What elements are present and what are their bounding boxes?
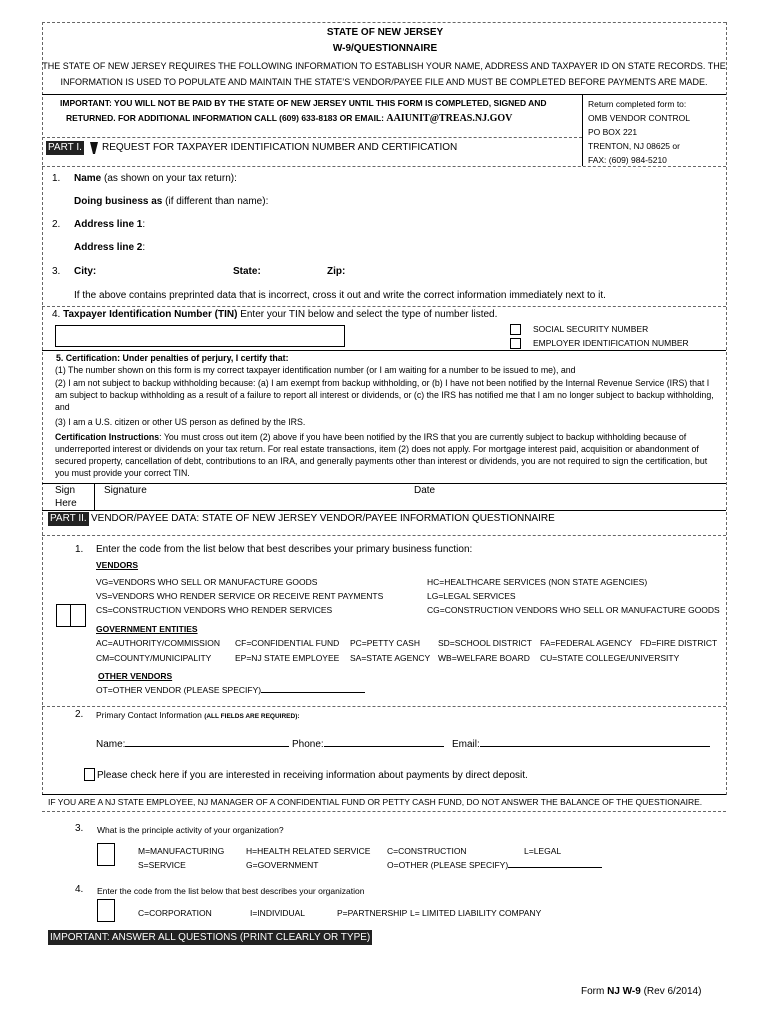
contact-email-field[interactable] bbox=[452, 739, 710, 750]
contact-name-label: Name: bbox=[96, 739, 126, 750]
other-activity-label: O=OTHER (PLEASE SPECIFY) bbox=[387, 860, 509, 870]
certification-instructions bbox=[55, 431, 723, 479]
form-subtitle: W-9/QUESTIONNAIRE bbox=[332, 43, 438, 54]
address-line-1-label: Address line 1 bbox=[74, 219, 143, 230]
part2-title: VENDOR/PAYEE DATA: STATE OF NEW JERSEY VENDOR/PAYEE INFORMATION QUESTIONNAIRE bbox=[91, 513, 555, 524]
contact-name-blank[interactable] bbox=[125, 746, 289, 747]
sign-here-line-2: Here bbox=[55, 498, 77, 509]
gov-code: CM=COUNTY/MUNICIPALITY bbox=[96, 653, 212, 663]
gov-code: FD=FIRE DISTRICT bbox=[640, 638, 718, 648]
colon: : bbox=[142, 219, 146, 230]
dba-field[interactable] bbox=[74, 196, 268, 207]
return-line-2: OMB VENDOR CONTROL bbox=[588, 113, 691, 123]
divider bbox=[42, 137, 582, 138]
divider bbox=[42, 706, 726, 707]
contact-email-blank[interactable] bbox=[480, 746, 710, 747]
vendor-code: CG=CONSTRUCTION VENDORS WHO SELL OR MANUFACTURE GOODS bbox=[427, 605, 720, 615]
contact-email-label: Email: bbox=[452, 739, 480, 750]
important-line-1: IMPORTANT: YOU WILL NOT BE PAID BY THE STATE OF NEW JERSEY UNTIL THIS FORM IS COMPLETED, SIGNED AND bbox=[60, 98, 547, 108]
question-3-text: What is the principle activity of your organization? bbox=[97, 825, 284, 835]
certification-instructions-label: Certification Instructions bbox=[55, 432, 160, 442]
certification-heading: 5. Certification: Under penalties of perjury, I certify that: bbox=[56, 353, 289, 363]
organization-code-box[interactable] bbox=[97, 899, 115, 922]
intro-line-2: INFORMATION IS USED TO POPULATE AND MAINTAIN THE STATE’S VENDOR/PAYEE FILE AND MUST BE COMPLETED BEFORE PAYMENTS ARE MADE. bbox=[60, 77, 708, 87]
organization-code: P=PARTNERSHIP bbox=[337, 908, 408, 918]
tin-hint: Enter your TIN below and select the type of number listed. bbox=[237, 309, 498, 320]
name-label: Name bbox=[74, 173, 102, 184]
question-2-text bbox=[96, 710, 300, 720]
preprinted-note: If the above contains preprinted data that is incorrect, cross it out and write the correct information immediately next to it. bbox=[74, 290, 606, 301]
activity-code: M=MANUFACTURING bbox=[138, 846, 225, 856]
divider bbox=[42, 811, 726, 812]
organization-code: C=CORPORATION bbox=[138, 908, 212, 918]
ein-label: EMPLOYER IDENTIFICATION NUMBER bbox=[533, 338, 689, 348]
divider bbox=[42, 794, 726, 795]
dba-label: Doing business as bbox=[74, 196, 163, 207]
part1-tag: PART I. bbox=[48, 142, 82, 153]
vendor-code: HC=HEALTHCARE SERVICES (NON STATE AGENCIES) bbox=[427, 577, 648, 587]
sign-divider bbox=[94, 483, 95, 510]
divider bbox=[42, 306, 726, 307]
government-heading: GOVERNMENT ENTITIES bbox=[96, 624, 198, 634]
certification-instructions-text: : You must cross out item (2) above if you have been notified by the IRS that you are currently subject to backup withholding because of underreported interest or dividends on your tax return. For real estate transactions, item (2) does not apply. For mortgage interest paid, acquisition or abandonment of secured property, cancellation of debt, contributions to an IRA, and generally payments other than interest or dividends, you are not required to sign the certification, but you must provide your correct TIN. bbox=[55, 432, 708, 478]
vendor-code: CS=CONSTRUCTION VENDORS WHO RENDER SERVICES bbox=[96, 605, 333, 615]
dba-hint: (if different than name): bbox=[162, 196, 269, 207]
important-email-link[interactable]: AAIUNIT@TREAS.NJ.GOV bbox=[386, 113, 513, 124]
return-line-3: PO BOX 221 bbox=[588, 127, 638, 137]
signature-field[interactable]: Signature bbox=[104, 485, 147, 496]
divider bbox=[42, 166, 726, 167]
address-line-2-field[interactable] bbox=[74, 242, 145, 253]
contact-phone-blank[interactable] bbox=[324, 746, 444, 747]
gov-code: SA=STATE AGENCY bbox=[350, 653, 431, 663]
return-box-divider bbox=[582, 94, 583, 166]
sign-here-line-1: Sign bbox=[55, 485, 76, 496]
direct-deposit-checkbox[interactable] bbox=[84, 768, 95, 781]
contact-phone-label: Phone: bbox=[292, 739, 324, 750]
ein-checkbox[interactable] bbox=[510, 338, 521, 349]
footer-prefix: Form bbox=[581, 986, 608, 997]
gov-code: WB=WELFARE BOARD bbox=[438, 653, 530, 663]
divider bbox=[42, 94, 726, 95]
certification-item-3: (3) I am a U.S. citizen or other US person as defined by the IRS. bbox=[55, 417, 306, 427]
contact-phone-field[interactable] bbox=[292, 739, 444, 750]
return-line-4: TRENTON, NJ 08625 or bbox=[588, 141, 680, 151]
other-activity-blank[interactable] bbox=[508, 867, 602, 868]
other-vendor-blank[interactable] bbox=[261, 692, 365, 693]
question-number: 3. bbox=[75, 823, 84, 834]
important-line-2 bbox=[66, 113, 512, 124]
item-number: 3. bbox=[52, 266, 61, 277]
gov-code: AC=AUTHORITY/COMMISSION bbox=[96, 638, 220, 648]
name-hint: (as shown on your tax return): bbox=[101, 173, 237, 184]
gov-code: EP=NJ STATE EMPLOYEE bbox=[235, 653, 340, 663]
tin-input[interactable] bbox=[55, 325, 345, 347]
activity-code: L=LEGAL bbox=[524, 846, 562, 856]
state-employee-note: IF YOU ARE A NJ STATE EMPLOYEE, NJ MANAGER OF A CONFIDENTIAL FUND OR PETTY CASH FUND, DO NOT ANSWER THE BALANCE OF THE QUESTIONAIRE. bbox=[48, 797, 703, 807]
question-2-label: Primary Contact Information bbox=[96, 710, 205, 720]
question-number: 1. bbox=[75, 544, 84, 555]
zip-field[interactable]: Zip: bbox=[327, 266, 346, 277]
tin-row bbox=[52, 309, 497, 320]
state-field[interactable]: State: bbox=[233, 266, 261, 277]
part1-marker-icon bbox=[90, 141, 98, 159]
address-line-2-label: Address line 2 bbox=[74, 242, 143, 253]
other-vendors-heading: OTHER VENDORS bbox=[98, 671, 173, 681]
important-answer-bar: IMPORTANT: ANSWER ALL QUESTIONS (PRINT CLEARLY OR TYPE) bbox=[50, 932, 371, 943]
contact-name-field[interactable] bbox=[96, 739, 289, 750]
footer-form-number: NJ W-9 bbox=[607, 986, 641, 997]
vendor-code: VG=VENDORS WHO SELL OR MANUFACTURE GOODS bbox=[96, 577, 318, 587]
vendor-code: LG=LEGAL SERVICES bbox=[427, 591, 516, 601]
business-code-box-2[interactable] bbox=[70, 604, 86, 627]
divider bbox=[42, 483, 726, 484]
activity-code-box[interactable] bbox=[97, 843, 115, 866]
intro-line-1: THE STATE OF NEW JERSEY REQUIRES THE FOLLOWING INFORMATION TO ESTABLISH YOUR NAME, ADDRESS AND TAXPAYER ID ON STATE RECORDS. THE bbox=[42, 61, 726, 71]
gov-code: CF=CONFIDENTIAL FUND bbox=[235, 638, 340, 648]
question-1-text: Enter the code from the list below that best describes your primary business function: bbox=[96, 544, 473, 555]
frame-top bbox=[42, 22, 726, 23]
item-number: 2. bbox=[52, 219, 61, 230]
tin-label: Taxpayer Identification Number (TIN) bbox=[63, 309, 238, 320]
return-line-5: FAX: (609) 984-5210 bbox=[588, 155, 667, 165]
form-footer bbox=[581, 986, 701, 997]
return-address bbox=[588, 97, 690, 167]
gov-code: CU=STATE COLLEGE/UNIVERSITY bbox=[540, 653, 680, 663]
certification-item-2: (2) I am not subject to backup withholding because: (a) I am exempt from backup withholding, or (b) I have not been notified by the Internal Revenue Service (IRS) that I am subject to backup withholding as a result of a failure to report all interest or dividends, or (c) the IRS has notified me that I am no longer subject to backup withholding, and bbox=[55, 378, 714, 412]
item-number: 1. bbox=[52, 173, 61, 184]
date-field[interactable]: Date bbox=[414, 485, 436, 496]
question-number: 2. bbox=[75, 709, 84, 720]
gov-code: SD=SCHOOL DISTRICT bbox=[438, 638, 532, 648]
divider bbox=[42, 510, 726, 511]
vendor-code: VS=VENDORS WHO RENDER SERVICE OR RECEIVE RENT PAYMENTS bbox=[96, 591, 384, 601]
part1-title: REQUEST FOR TAXPAYER IDENTIFICATION NUMBER AND CERTIFICATION bbox=[102, 142, 458, 153]
activity-code: S=SERVICE bbox=[138, 860, 186, 870]
footer-revision: (Rev 6/2014) bbox=[640, 986, 702, 997]
item-number: 4. bbox=[52, 309, 61, 320]
frame-right bbox=[726, 22, 727, 795]
direct-deposit-label: Please check here if you are interested in receiving information about payments by direct deposit. bbox=[97, 770, 528, 781]
activity-code: G=GOVERNMENT bbox=[246, 860, 319, 870]
city-field[interactable]: City: bbox=[74, 266, 97, 277]
important-line-2-text: RETURNED. FOR ADDITIONAL INFORMATION CALL (609) 633-8183 OR EMAIL: bbox=[66, 113, 387, 123]
ssn-checkbox[interactable] bbox=[510, 324, 521, 335]
activity-code: C=CONSTRUCTION bbox=[387, 846, 467, 856]
ssn-label: SOCIAL SECURITY NUMBER bbox=[533, 324, 649, 334]
vendors-heading: VENDORS bbox=[96, 560, 139, 570]
question-4-text: Enter the code from the list below that best describes your organization bbox=[97, 886, 365, 896]
name-field[interactable] bbox=[74, 173, 237, 184]
activity-code: H=HEALTH RELATED SERVICE bbox=[246, 846, 371, 856]
form-title: STATE OF NEW JERSEY bbox=[326, 27, 444, 38]
divider bbox=[42, 350, 726, 351]
gov-code: PC=PETTY CASH bbox=[350, 638, 420, 648]
organization-code: I=INDIVIDUAL bbox=[250, 908, 306, 918]
other-vendor-label: OT=OTHER VENDOR (PLEASE SPECIFY) bbox=[96, 685, 262, 695]
question-number: 4. bbox=[75, 884, 84, 895]
gov-code: FA=FEDERAL AGENCY bbox=[540, 638, 633, 648]
organization-code: L= LIMITED LIABILITY COMPANY bbox=[410, 908, 542, 918]
other-activity-field[interactable] bbox=[387, 860, 602, 870]
other-vendor-field[interactable] bbox=[96, 685, 365, 695]
part2-tag: PART II. bbox=[50, 513, 87, 524]
return-line-1: Return completed form to: bbox=[588, 99, 687, 109]
required-note: (ALL FIELDS ARE REQUIRED): bbox=[204, 713, 300, 720]
colon: : bbox=[142, 242, 146, 253]
address-line-1-field[interactable] bbox=[74, 219, 145, 230]
divider bbox=[42, 535, 726, 536]
certification-item-1: (1) The number shown on this form is my correct taxpayer identification number (or I am waiting for a number to be issued to me), and bbox=[55, 365, 576, 375]
